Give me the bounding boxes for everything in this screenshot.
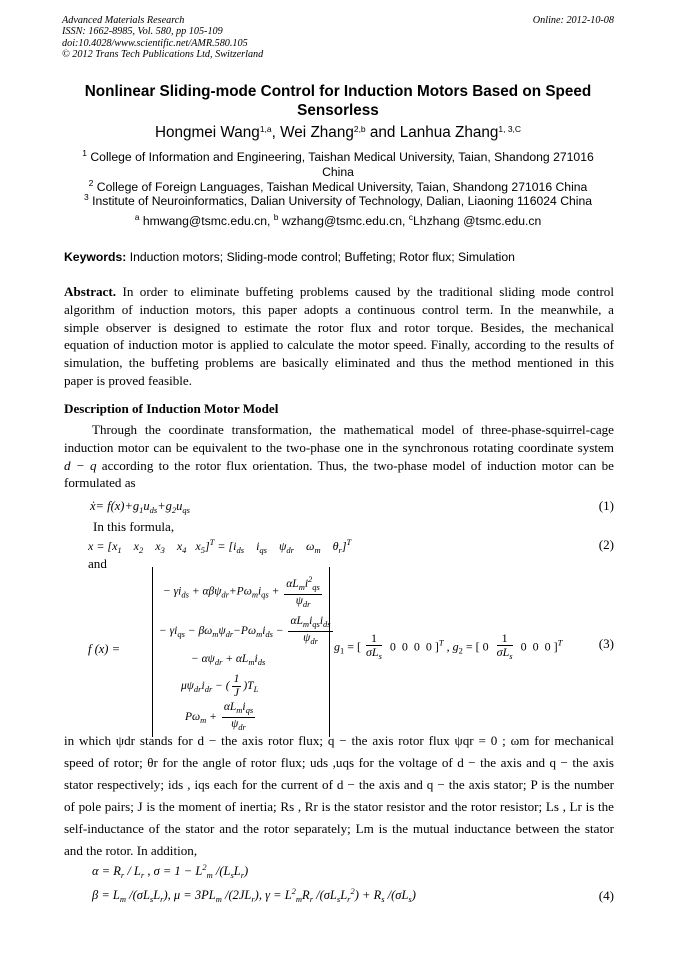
email-3-sup: c (408, 212, 414, 222)
email-3[interactable]: Lhzhang @tsmc.edu.cn (413, 214, 542, 228)
email-1[interactable]: hmwang@tsmc.edu.cn, (142, 214, 271, 228)
body1-line-3-math: d − q (64, 457, 97, 473)
matrix-row-5: $P\omega_m$ + $\frac{\alpha L_mi_{qs}}{\psi_{dr}}$ (185, 701, 254, 732)
email-2-sup: b (273, 212, 279, 222)
abstract-line (64, 283, 614, 301)
author-sep: , (271, 124, 281, 141)
abstract-line-1: In order to eliminate buffeting problems caused by the traditional sliding mode control (122, 284, 614, 299)
affiliation-2-sup: 2 (88, 178, 94, 188)
body2-line-1: in which ψdr stands for d − the axis rotor flux; q − the axis rotor flux ψqr = 0 ; ωm for mechanical (64, 733, 614, 748)
body1-line-3 (64, 457, 614, 475)
body1-line-2: induction motor can be equivalent to the two-phase one in the synchronous rotating coordinate system (64, 439, 614, 455)
title-line-1: Nonlinear Sliding-mode Control for Induction Motors Based on Speed (84, 83, 592, 100)
in-this-formula: In this formula, (93, 519, 175, 534)
body2-line-5: self-inductance of the stator and the rotor separately; Lm is the mutual inductance between the stator (64, 821, 614, 836)
paper-title (62, 82, 614, 120)
f-of-x-label: f (x) = (88, 642, 121, 656)
body-paragraph-2 (64, 730, 614, 862)
and-word: and (88, 556, 107, 571)
equation-2: $x = [x_1$ $x_2$ $x_3$ $x_4$ $x_5]^T = [i_{ds}$ $i_{qs}$ $\psi_{dr}$ $\omega_m$ $\theta_r]^T$ (88, 537, 352, 555)
body2-line-3: stator respectively; ids , iqs each for the current of d − the axis and q − the axis stator; P is the number (64, 777, 614, 792)
body1-line-4: formulated as (64, 475, 136, 491)
equation-4-line-1: $\alpha = R_r / L_r$ , $\sigma = 1 - L^2_m$ $/(L_sL_r)$ (92, 862, 249, 880)
keywords-label: Keywords: (64, 250, 127, 264)
email-2[interactable]: wzhang@tsmc.edu.cn, (281, 214, 406, 228)
author-2-sup: 2,b (353, 124, 366, 134)
abstract-line-6: paper is proved feasible. (64, 372, 192, 388)
title-line-2: Sensorless (297, 102, 379, 119)
keywords-text: Induction motors; Sliding-mode control; Buffeting; Rotor flux; Simulation (129, 250, 515, 264)
affiliation-3-sup: 3 (83, 192, 89, 202)
affiliation-2-text: College of Foreign Languages, Taishan Medical University, Taian, Shandong 271016 China (96, 180, 588, 194)
author-3-sup: 1, 3,C (498, 124, 522, 134)
equation-2-number: (2) (598, 537, 614, 552)
author-2: Wei Zhang (280, 124, 354, 141)
affiliation-3-text: Institute of Neuroinformatics, Dalian University of Technology, Dalian, Liaoning 116024 China (92, 194, 593, 208)
affiliation-3 (62, 194, 614, 209)
copyright-line: © 2012 Trans Tech Publications Ltd, Switzerland (62, 49, 264, 61)
equation-4-line-2: $\beta = L_m$ $/(\sigma L_sL_r)$, $\mu = 3PL_m$ $/(2JL_r)$, $\gamma = L^2_mR_r$ $/(\sigma L_sL_r^2) + R_s$ $/(\sigma L_s)$ (92, 886, 416, 904)
f-vector-matrix (152, 567, 330, 737)
equation-1: ẋ= $f(x)+g_1u_{ds}+g_2u_{qs}$ (90, 499, 190, 515)
online-date: Online: 2012-10-08 (532, 15, 614, 26)
body1-line-1: Through the coordinate transformation, the mathematical model of three-phase-squirrel-cage (92, 422, 614, 437)
equation-1-number: (1) (598, 498, 614, 513)
abstract-label: Abstract. (64, 284, 116, 299)
abstract (64, 283, 614, 390)
section-heading: Description of Induction Motor Model (64, 401, 279, 416)
abstract-line-3: simple observer is designed to estimate the rotor flux and rotor torque. Besides, the mechanical (64, 319, 614, 335)
author-sep: and (365, 124, 400, 141)
equation-4-number: (4) (598, 888, 614, 903)
journal-name: Advanced Materials Research (62, 15, 185, 26)
abstract-line-2: algorithm of induction motors, this paper adopts a continuous control term. In the meanwhile, a (64, 301, 614, 317)
author-list (62, 124, 614, 142)
affiliation-1 (62, 150, 614, 180)
matrix-row-3: − $\alpha\psi_{dr} + \alpha L_mi_{ds}$ (191, 653, 266, 667)
body2-line-6: and the rotor. In addition, (64, 843, 198, 858)
matrix-row-4: $\mu\psi_{dr}i_{dr}$ − ( $\frac{1}{J}$ )$T_L$ (181, 673, 259, 699)
author-3: Lanhua Zhang (399, 124, 499, 141)
doi-line: doi:10.4028/www.scientific.net/AMR.580.105 (62, 37, 248, 49)
abstract-line-5: simulation, the buffeting problems are basically eliminated and thus the method mentioned in this (64, 355, 614, 371)
email-list (62, 214, 614, 228)
body2-line-2: speed of rotor; θr for the angle of rotor flux; uds ,uqs for the voltage of d − the axis and q − the axis (64, 755, 614, 770)
g-vectors: $g_1$ = [ $\frac{1}{\sigma L_s}$ 0 0 0 0 ]$^T$ , $g_2$ = [ 0 $\frac{1}{\sigma L_s}$ 0 0 0 ]$^T$ (334, 631, 563, 661)
journal-header (62, 15, 614, 61)
body-paragraph-1 (64, 421, 614, 492)
abstract-line-4: equation of induction motor is applied to calculate the motor speed. Finally, according to the results of (64, 337, 614, 353)
equation-3-number: (3) (598, 636, 614, 651)
matrix-row-2: − $\gamma i_{qs} - \beta\omega_m\psi_{dr}-P\omega_mi_{ds}$ − $\frac{\alpha L_mi_{qs}i_{ds}}{\psi_{dr}}$ (159, 615, 331, 646)
keywords (64, 250, 515, 264)
affiliation-1-sup: 1 (82, 148, 87, 158)
email-1-sup: a (134, 212, 140, 222)
issn-line: ISSN: 1662-8985, Vol. 580, pp 105-109 (62, 26, 223, 38)
body1-line-3-text: according to the rotor flux orientation. Thus, the two-phase model of induction motor can be (101, 457, 614, 473)
author-1-sup: 1,a (259, 124, 272, 134)
matrix-row-1: − $\gamma i_{ds} + \alpha\beta\psi_{dr}+P\omega_mi_{qs}$ + $\frac{\alpha L_mi^2_{qs}}{\psi_{dr}}$ (163, 574, 320, 609)
affiliation-2 (62, 180, 614, 195)
affiliation-1-line-1: College of Information and Engineering, Taishan Medical University, Taian, Shandong 271016 (90, 150, 594, 164)
body2-line-4: of pole pairs; J is the moment of inertia; Rs , Rr is the stator resistor and the rotor resistor; Ls , Lr is the (64, 799, 614, 814)
author-1: Hongmei Wang (154, 124, 260, 141)
affiliation-1-line-2: China (322, 165, 354, 179)
